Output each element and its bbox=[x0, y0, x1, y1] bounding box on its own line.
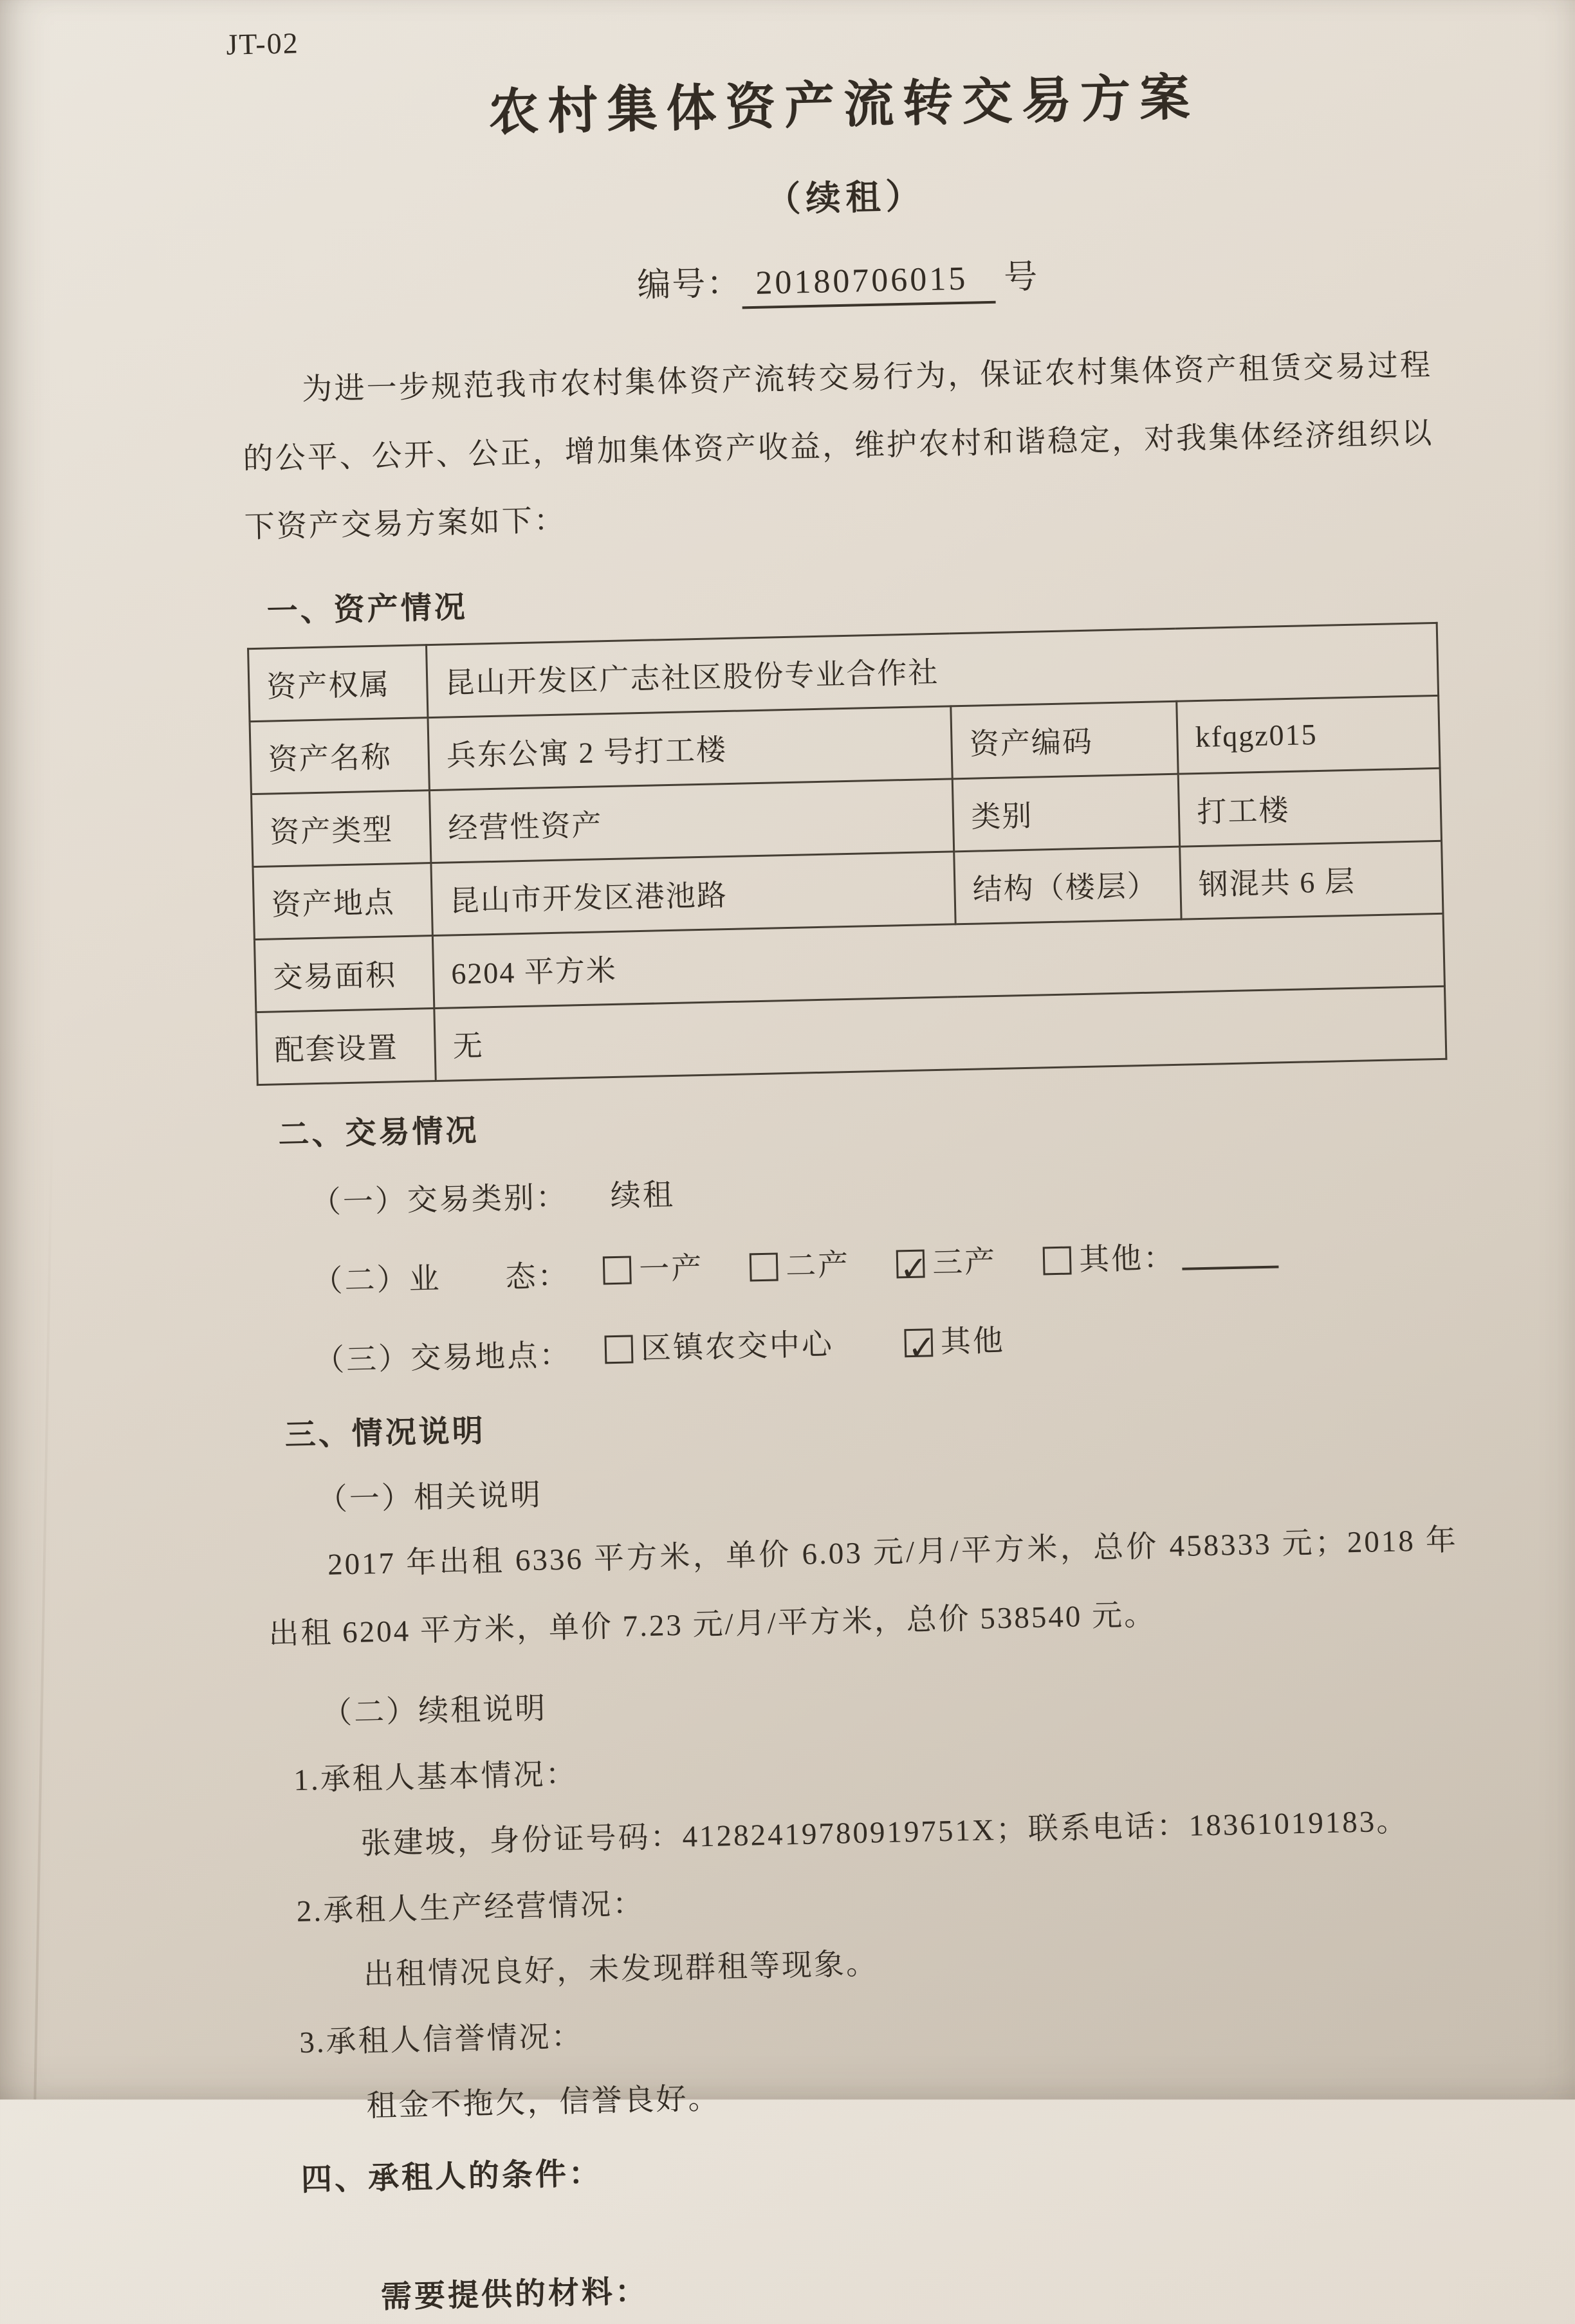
option-label: 其他 bbox=[940, 1317, 1006, 1366]
industry-label: （二）业 态： bbox=[312, 1259, 570, 1299]
option-primary-industry bbox=[602, 1245, 704, 1295]
option-label: 二产 bbox=[785, 1241, 851, 1291]
form-code: JT-02 bbox=[226, 1, 1425, 62]
cell-value: 打工楼 bbox=[1179, 768, 1442, 846]
cell-label: 资产地点 bbox=[253, 863, 433, 939]
cell-value: 6204 平方米 bbox=[433, 913, 1445, 1008]
option-tertiary-industry bbox=[896, 1238, 997, 1289]
section-heading-trade: 二、交易情况 bbox=[278, 1084, 1449, 1154]
asset-table bbox=[247, 622, 1447, 1086]
lessee-operation-text: 出租情况良好，未发现群租等现象。 bbox=[363, 1926, 1467, 1993]
serial-label: 编号： bbox=[637, 265, 742, 304]
lessee-credit-text: 租金不拖欠，信誉良好。 bbox=[366, 2058, 1470, 2125]
industry-line bbox=[312, 1228, 1452, 1306]
trade-type-line bbox=[310, 1154, 1450, 1227]
section-heading-notes: 三、情况说明 bbox=[284, 1385, 1455, 1455]
materials-heading: 需要提供的材料： bbox=[380, 2248, 1474, 2316]
cell-value: 无 bbox=[434, 986, 1446, 1081]
cell-value: 钢混共 6 层 bbox=[1180, 841, 1443, 919]
option-other-industry bbox=[1042, 1232, 1279, 1285]
option-secondary-industry bbox=[749, 1241, 851, 1292]
option-town-center bbox=[604, 1321, 834, 1374]
cell-label: 资产名称 bbox=[250, 717, 430, 794]
checkbox-unchecked-icon bbox=[604, 1335, 633, 1364]
checkbox-unchecked-icon bbox=[603, 1256, 632, 1285]
trade-place-label: （三）交易地点： bbox=[314, 1339, 572, 1378]
cell-label: 资产编码 bbox=[951, 701, 1178, 779]
serial-suffix: 号 bbox=[1004, 259, 1039, 296]
intro-paragraph: 为进一步规范我市农村集体资产流转交易行为，保证农村集体资产租赁交易过程的公平、公开、公正，增加集体资产收益，维护农村和谐稳定，对我集体经济组织以下资产交易方案如下： bbox=[241, 331, 1436, 562]
cell-value: 兵东公寓 2 号打工楼 bbox=[428, 706, 952, 791]
notes-sub1-heading: （一）相关说明 bbox=[317, 1451, 1457, 1519]
cell-label: 交易面积 bbox=[254, 935, 434, 1012]
document-title: 农村集体资产流转交易方案 bbox=[261, 52, 1427, 149]
lessee-operation-title: 2.承租人生产经营情况： bbox=[296, 1862, 1466, 1930]
notes-sub1-text: 2017 年出租 6336 平方米，单价 6.03 元/月/平方米，总价 458333 元；2018 年出租 6204 平方米，单价 7.23 元/月/平方米，总价 538540 元。 bbox=[266, 1507, 1460, 1669]
checkbox-checked-icon bbox=[896, 1250, 925, 1279]
serial-number: 20180706015 bbox=[741, 259, 995, 309]
cell-value: 昆山开发区广志社区股份专业合作社 bbox=[427, 623, 1439, 717]
lessee-basic-text: 张建坡，身份证号码：41282419780919751X；联系电话：18361019183。 bbox=[360, 1795, 1464, 1862]
cell-label: 资产类型 bbox=[251, 790, 431, 866]
lessee-basic-title: 1.承租人基本情况： bbox=[293, 1730, 1463, 1799]
option-label: 三产 bbox=[932, 1238, 997, 1288]
blank-underline bbox=[1182, 1244, 1279, 1270]
cell-label: 类别 bbox=[953, 774, 1180, 852]
cell-value: 经营性资产 bbox=[430, 779, 954, 863]
document-subtitle: （续租） bbox=[262, 158, 1428, 232]
cell-value: kfqgz015 bbox=[1177, 695, 1440, 774]
section-heading-asset: 一、资产情况 bbox=[266, 561, 1437, 631]
cell-label: 配套设置 bbox=[256, 1008, 436, 1084]
notes-sub2-heading: （二）续租说明 bbox=[321, 1664, 1461, 1732]
cell-label: 结构（楼层） bbox=[954, 846, 1181, 924]
serial-line bbox=[245, 241, 1430, 320]
trade-type-value: 续租 bbox=[610, 1178, 675, 1213]
cell-value: 昆山市开发区港池路 bbox=[431, 851, 955, 935]
option-label: 区镇农交中心 bbox=[640, 1321, 834, 1373]
option-label: 一产 bbox=[638, 1245, 704, 1294]
cell-label: 资产权属 bbox=[248, 645, 428, 721]
option-other-place bbox=[904, 1317, 1006, 1368]
lessee-credit-title: 3.承租人信誉情况： bbox=[299, 1993, 1469, 2062]
checkbox-unchecked-icon bbox=[1043, 1247, 1072, 1276]
checkbox-unchecked-icon bbox=[750, 1253, 778, 1282]
trade-type-label: （一）交易类别： bbox=[310, 1180, 568, 1220]
section-heading-conditions: 四、承租人的条件： bbox=[300, 2129, 1471, 2199]
checkbox-checked-icon bbox=[904, 1328, 933, 1357]
option-label: 其他： bbox=[1078, 1234, 1176, 1285]
trade-place-line bbox=[313, 1307, 1453, 1385]
